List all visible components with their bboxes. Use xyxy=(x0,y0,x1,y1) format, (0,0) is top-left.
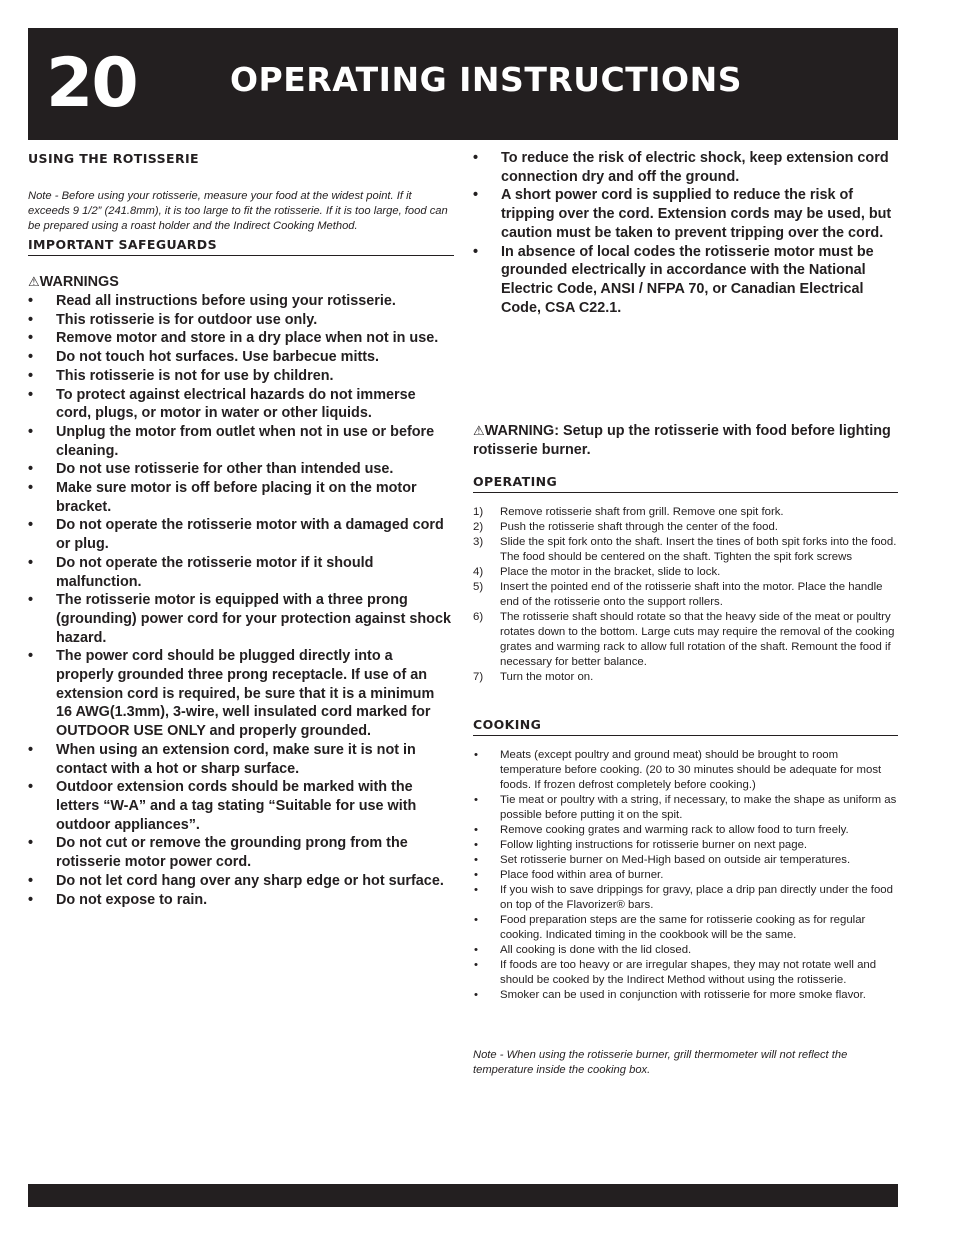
list-item: • If you wish to save drippings for gravy, place a drip pan directly under the food on top of the Flavorizer® bars. xyxy=(473,883,898,913)
step-number: 3) xyxy=(473,536,484,548)
warning-triangle-icon: ⚠ xyxy=(473,423,485,438)
setup-warning xyxy=(473,421,898,460)
list-item: • Meats (except poultry and ground meat) should be brought to room temperature before cooking. (20 to 30 minutes should be adequate for most foods. If frozen defrost completely before cooking.) xyxy=(473,748,898,793)
step-number: 1) xyxy=(473,506,484,518)
page-number: 20 xyxy=(46,44,137,123)
list-item: • Unplug the motor from outlet when not in use or before cleaning. xyxy=(28,423,454,460)
list-item: • The rotisserie motor is equipped with a three prong (grounding) power cord for your protection against shock hazard. xyxy=(28,591,454,647)
warnings-continued-list xyxy=(473,149,898,317)
list-item: • Follow lighting instructions for rotisserie burner on next page. xyxy=(473,838,898,853)
list-item: • Tie meat or poultry with a string, if necessary, to make the shape as uniform as possible before putting it on the spit. xyxy=(473,793,898,823)
thermometer-note: Note - When using the rotisserie burner, grill thermometer will not reflect the temperature inside the cooking box. xyxy=(473,1049,848,1076)
page-title: OPERATING INSTRUCTIONS xyxy=(230,60,742,99)
list-item: • Food preparation steps are the same for rotisserie cooking as for regular cooking. Indicated timing in the cookbook will be the same. xyxy=(473,913,898,943)
step-text: Push the rotisserie shaft through the center of the food. xyxy=(500,521,778,533)
list-item: • Do not operate the rotisserie motor if it should malfunction. xyxy=(28,554,454,591)
operating-step xyxy=(473,505,898,520)
list-item: • Do not let cord hang over any sharp edge or hot surface. xyxy=(28,872,454,891)
list-item: • Set rotisserie burner on Med-High based on outside air temperatures. xyxy=(473,853,898,868)
operating-step xyxy=(473,565,898,580)
list-item: • Do not use rotisserie for other than intended use. xyxy=(28,460,454,479)
list-item: • All cooking is done with the lid closed. xyxy=(473,943,898,958)
cooking-tips-list xyxy=(473,748,898,1003)
operating-step xyxy=(473,535,898,565)
list-item: • The power cord should be plugged directly into a properly grounded three prong receptacle. If use of an extension cord is required, be sure that it is a minimum 16 AWG(1.3mm), 3-wire, well insulated cord marked for OUTDOOR USE ONLY and properly grounded. xyxy=(28,647,454,741)
step-number: 5) xyxy=(473,581,484,593)
list-item: • Place food within area of burner. xyxy=(473,868,898,883)
list-item: • Remove cooking grates and warming rack to allow food to turn freely. xyxy=(473,823,898,838)
list-item: • Do not operate the rotisserie motor with a damaged cord or plug. xyxy=(28,516,454,553)
warnings-heading xyxy=(28,272,454,292)
operating-step xyxy=(473,610,898,670)
step-number: 6) xyxy=(473,611,484,623)
cooking-heading: COOKING xyxy=(473,717,898,736)
measure-food-note: Note - Before using your rotisserie, measure your food at the widest point. If it exceeds 9 1/2” (241.8mm), it is too large to fit the rotisserie. If it is too large, food can be prepared using a roast holder and the Indirect Cooking Method. xyxy=(28,190,448,232)
list-item: • Do not cut or remove the grounding prong from the rotisserie motor power cord. xyxy=(28,834,454,871)
step-number: 7) xyxy=(473,671,484,683)
step-text: Insert the pointed end of the rotisserie shaft into the motor. Place the handle end of the rotisserie onto the support rollers. xyxy=(500,581,883,608)
using-rotisserie-heading: USING THE ROTISSERIE xyxy=(28,151,199,166)
operating-heading: OPERATING xyxy=(473,474,898,493)
list-item: • In absence of local codes the rotisserie motor must be grounded electrically in accordance with the National Electric Code, ANSI / NFPA 70, or Canadian Electrical Code, CSA C22.1. xyxy=(473,243,898,318)
step-number: 2) xyxy=(473,521,484,533)
list-item: • Make sure motor is off before placing it on the motor bracket. xyxy=(28,479,454,516)
list-item: • This rotisserie is for outdoor use only. xyxy=(28,311,454,330)
step-number: 4) xyxy=(473,566,484,578)
header-bar xyxy=(28,28,898,140)
important-safeguards-heading: IMPORTANT SAFEGUARDS xyxy=(28,237,454,256)
list-item: • To protect against electrical hazards do not immerse cord, plugs, or motor in water or other liquids. xyxy=(28,386,454,423)
warnings-list xyxy=(28,292,454,909)
setup-warning-text: WARNING: Setup up the rotisserie with food before lighting rotisserie burner. xyxy=(473,423,891,458)
list-item: • When using an extension cord, make sure it is not in contact with a hot or sharp surface. xyxy=(28,741,454,778)
step-text: Turn the motor on. xyxy=(500,671,594,683)
warnings-label: WARNINGS xyxy=(39,274,119,290)
warning-triangle-icon: ⚠ xyxy=(28,274,40,289)
list-item: • To reduce the risk of electric shock, keep extension cord connection dry and off the ground. xyxy=(473,149,898,186)
step-text: Place the motor in the bracket, slide to lock. xyxy=(500,566,721,578)
list-item: • This rotisserie is not for use by children. xyxy=(28,367,454,386)
list-item: • Smoker can be used in conjunction with rotisserie for more smoke flavor. xyxy=(473,988,898,1003)
step-text: Remove rotisserie shaft from grill. Remove one spit fork. xyxy=(500,506,784,518)
step-text: The rotisserie shaft should rotate so that the heavy side of the meat or poultry rotates down to the bottom. Large cuts may require the removal of the cooking grates and warming rack to allow full rotation of the shaft. Remount the food if necessary for better balance. xyxy=(500,611,895,668)
list-item: • If foods are too heavy or are irregular shapes, they may not rotate well and should be cooked by the Indirect Method without using the rotisserie. xyxy=(473,958,898,988)
operating-step xyxy=(473,580,898,610)
list-item: • Do not touch hot surfaces. Use barbecue mitts. xyxy=(28,348,454,367)
list-item: • Outdoor extension cords should be marked with the letters “W-A” and a tag stating “Suitable for use with outdoor appliances”. xyxy=(28,778,454,834)
operating-step xyxy=(473,670,898,685)
operating-step xyxy=(473,520,898,535)
operating-steps-list xyxy=(473,505,898,685)
list-item: • Do not expose to rain. xyxy=(28,891,454,910)
list-item: • Remove motor and store in a dry place when not in use. xyxy=(28,329,454,348)
list-item: • Read all instructions before using your rotisserie. xyxy=(28,292,454,311)
step-text: Slide the spit fork onto the shaft. Insert the tines of both spit forks into the food. The food should be centered on the shaft. Tighten the spit fork screws xyxy=(500,536,897,563)
list-item: • A short power cord is supplied to reduce the risk of tripping over the cord. Extension cords may be used, but caution must be taken to prevent tripping over the cord. xyxy=(473,186,898,242)
footer-bar xyxy=(28,1184,898,1207)
